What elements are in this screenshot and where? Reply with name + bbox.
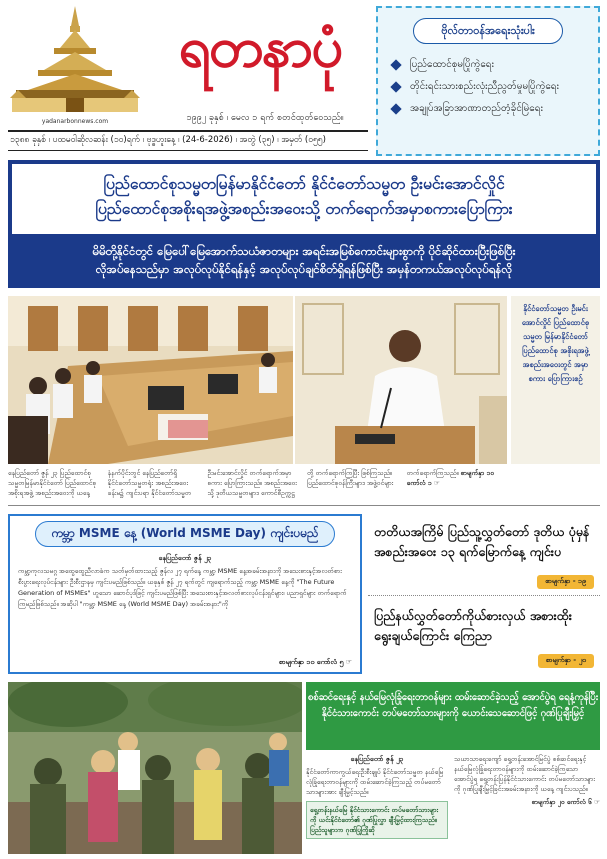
military-honour-headline[interactable]: စစ်ဆင်ရေးနှင့် နယ်မြေလုံခြုံရေးတာဝန်များ ထမ်းဆောင်ခဲ့သည့် အောင်ပွဲရ ရေနံ့ကုန်ပြီး နိုင်ငံသားကောင်း တပ်မတော်သားများကို ယောင်းသေဆောင်ဖြင့် ဂုဏ်ပြုချီးမြှင့် [306, 682, 600, 750]
side-stories [368, 514, 600, 674]
main-headline: ပြည်ထောင်စုသမ္မတမြန်မာနိုင်ငံတော် နိုင်ငံတော်သမ္မတ ဦးမင်းအောင်လှိုင် ပြည်ထောင်စုအစိုးရအဖွဲ့အစည်းအဝေးသို့ တက်ရောက်အမှာစကားပြောကြား [12, 164, 596, 234]
page-tag[interactable]: စာမျက်နှာ - ၂၀ [538, 654, 594, 668]
date-bar: ၁၃၈၈ ခုနှစ် ၊ ပထမဝါဆိုလဆန်း (၁၀)ရက် ၊ ဗုဒ္ဓဟူးနေ့ ၊ (24-6-2026) ၊ အတွဲ (၃၅) ၊ အမှတ် (၀၅၅) [8, 130, 368, 151]
pagoda-logo-icon [8, 4, 143, 124]
military-honour-body [306, 754, 600, 854]
page-tag[interactable]: စာမျက်နှာ - ၁၉ [537, 575, 594, 589]
dateline: နေပြည်တော် ဇွန် ၂၃ [158, 554, 212, 562]
list-item: အချုပ်အခြာအာဏာတည်တံ့ခိုင်မြဲရေး [392, 98, 584, 120]
highlight-box: ရှေ့တန်းနယ်မြေ နိုင်ငံသားကောင်း တပ်မတော်သားများကို ယင်းနိုင်ငံတော်၏ ဂုဏ်ပြုလွှာ ချီးမြှင့်ထားကြသည်။ ပြည်သူများက ဂုဏ်ပြုကြိုဆို [306, 801, 448, 839]
msme-heading: ကမ္ဘာ့ MSME နေ့ (World MSME Day) ကျင်းပမည် [35, 521, 335, 547]
parliament-session-story[interactable] [368, 514, 600, 596]
diamond-bullet-icon [390, 59, 401, 70]
founded-line: ၁၉၉၂ ခုနှစ် ၊ မေလ ၁ ရက် စတင်ထုတ်ဝေသည်။ [186, 113, 344, 123]
photo-caption: နိုင်ငံတော်သမ္မတ ဦးမင်းအောင်လှိုင် ပြည်ထောင်စုသမ္မတ မြန်မာနိုင်ငံတော် ပြည်ထောင်စု အစိုးရအဖွဲ့ အစည်းအဝေးတွင် အမှာစကား ပြောကြားစဉ် [511, 296, 600, 464]
msme-body: နေပြည်တော် ဇွန် ၂၃ ကမ္ဘာ့ကုလသမဂ္ဂ အထွေထွေညီလာခံက သတ်မှတ်ထားသည့် ဇွန်လ ၂၇ ရက်နေ့ ကမ္ဘာ့ MSME နေ့အခမ်းအနားကို အသေးစားနှင့်အလတ်စား စီးပွားရေးလုပ်ငန်းများ ဦးစီးဌာနမှ ကျင်းပမည်ဖြစ်သည်။ ယခုနှစ် ဇွန် ၂၇ ရက်တွင် ကျရောက်သည့် ကမ္ဘာ့ MSME နေ့ကို "The Future Generation of MSMEs" ဟူသော ဆောင်ပုဒ်ဖြင့် ကျင်းပမည်ဖြစ်ပြီး အသေးစားနှင့်အလတ်စားလုပ်ငန်းရှင်များ၊ ပညာရှင်များ တက်ရောက်ကြမည်ဖြစ်သည်။ အဆိုပါ "ကမ္ဘာ့ MSME နေ့ (World MSME Day) အခမ်းအနား"ကို [10, 547, 360, 610]
diamond-bullet-icon [390, 81, 401, 92]
policy-heading: ဗိုလ်တာဝန်အရေးသုံးပါး [413, 18, 563, 44]
list-item: ပြည်ထောင်စုမပြိုကွဲရေး [392, 54, 584, 76]
diamond-bullet-icon [390, 103, 401, 114]
story-column: သယာသာရေးကျော် ရှေ့တန်းအောင်မြင်ပွဲ စစ်ဆင်ရေးနှင့် နယ်မြေလုံခြုံရေးတာဝန်များကို ထမ်းဆောင်ခဲ့ကြသော အောင်ပွဲရ ရှေ့တန်းပြန်နိုင်ငံသားကောင်း တပ်မတော်သားများကို ဂုဏ်ပြုချီးမြှင့်ခြင်းအခမ်းအနားကို ယနေ့ ကျင်းပသည်။ စာမျက်နှာ ၂၀ ကော်လံ ၆ ☞ [454, 755, 600, 806]
website-url: yadanarbonnews.com [41, 118, 109, 125]
dateline: နေပြည်တော် ဇွန် ၂၃ [350, 755, 404, 763]
continued-link[interactable]: စာမျက်နှာ ၁၀ ကော်လံ ၅ ☞ [278, 658, 352, 666]
sub-headline: မိမိတို့နိုင်ငံတွင် မြေပေါ်မြေအောက်သယံဇာတများ အရင်းအမြစ်ကောင်းများစွာကို ပိုင်ဆိုင်ထားပြီးဖြစ်ပြီး လိုအပ်နေသည်မှာ အလုပ်လုပ်နိုင်ရန်နှင့် အလုပ်လုပ်ချင်စိတ်ရှိရန်ဖြစ်ပြီး အမှန်တကယ်အလုပ်လုပ်ရန်လို [12, 234, 596, 288]
story-column: နေပြည်တော် ဇွန် ၂၃ နိုင်ငံတော်ကာကွယ်ရေးဦးစီးချုပ် နိုင်ငံတော်သမ္မတ နယ်မြေလုံခြုံရေးတာဝန်များကို ထမ်းဆောင်ခဲ့ကြသည့် တပ်မတော်သားများအား ချီးမြှင့်သည်။ ရှေ့တန်းနယ်မြေ နိုင်ငံသားကောင်း တပ်မတော်သားများကို ယင်းနိုင်ငံတော်၏ ဂုဏ်ပြုလွှာ ချီးမြှင့်ထားကြသည်။ ပြည်သူများက ဂုဏ်ပြုကြိုဆို [306, 754, 448, 839]
meeting-room-photo[interactable] [8, 296, 293, 464]
by-election-story[interactable] [368, 596, 600, 674]
story-heading: တတိယအကြိမ် ပြည်သူ့လွှတ်တော် ဒုတိယ ပုံမှန်အစည်းအဝေး ၁၃ ရက်မြောက်နေ့ ကျင်းပ [374, 524, 590, 559]
policy-list [378, 44, 598, 120]
president-speaking-photo[interactable] [295, 296, 507, 464]
lead-story-text: နေပြည်တော် ဇွန် ၂၃ ပြည်ထောင်စုသမ္မတမြန်မာနိုင်ငံတော် ပြည်ထောင်စုအစိုးရအဖွဲ့ အစည်းအဝေးကို ယနေ့နံနက်ပိုင်းတွင် နေပြည်တော်ရှိ နိုင်ငံတော်သမ္မတရုံး အစည်းအဝေးခန်းမ၌ ကျင်းပရာ နိုင်ငံတော်သမ္မတ ဦးမင်းအောင်လှိုင် တက်ရောက်အမှာစကား ပြောကြားသည်။ အစည်းအဝေးသို့ ဒုတိယသမ္မတများ၊ ကောင်စီဥက္ကဋ္ဌတို့ တက်ရောက်ကြပြီး ဖြစ်ကြသည်။ ပြည်ထောင်စုဝန်ကြီးများ၊ အဖွဲ့ဝင်များ တက်ရောက်ကြသည်။ စာမျက်နှာ ၁၀ ကော်လံ ၁ ☞ [8, 468, 600, 506]
list-item: တိုင်းရင်းသားစည်းလုံးညီညွတ်မှုမပြိုကွဲရေး [392, 76, 584, 98]
continued-link[interactable]: စာမျက်နှာ ၁၀ ကော်လံ ၁ ☞ [406, 469, 494, 487]
story-heading: ပြည်နယ်လွှတ်တော်ကိုယ်စားလှယ် အစားထိုး ရွေးချယ်ကြောင်း ကြေညာ [374, 608, 572, 643]
msme-article[interactable] [8, 514, 362, 674]
soldiers-welcome-photo[interactable] [8, 682, 302, 854]
continued-link[interactable]: စာမျက်နှာ ၂၀ ကော်လံ ၆ ☞ [531, 798, 600, 806]
newspaper-title: ရတနာပုံ [178, 14, 342, 80]
main-headline-box[interactable] [8, 160, 600, 288]
policy-box [376, 6, 600, 156]
